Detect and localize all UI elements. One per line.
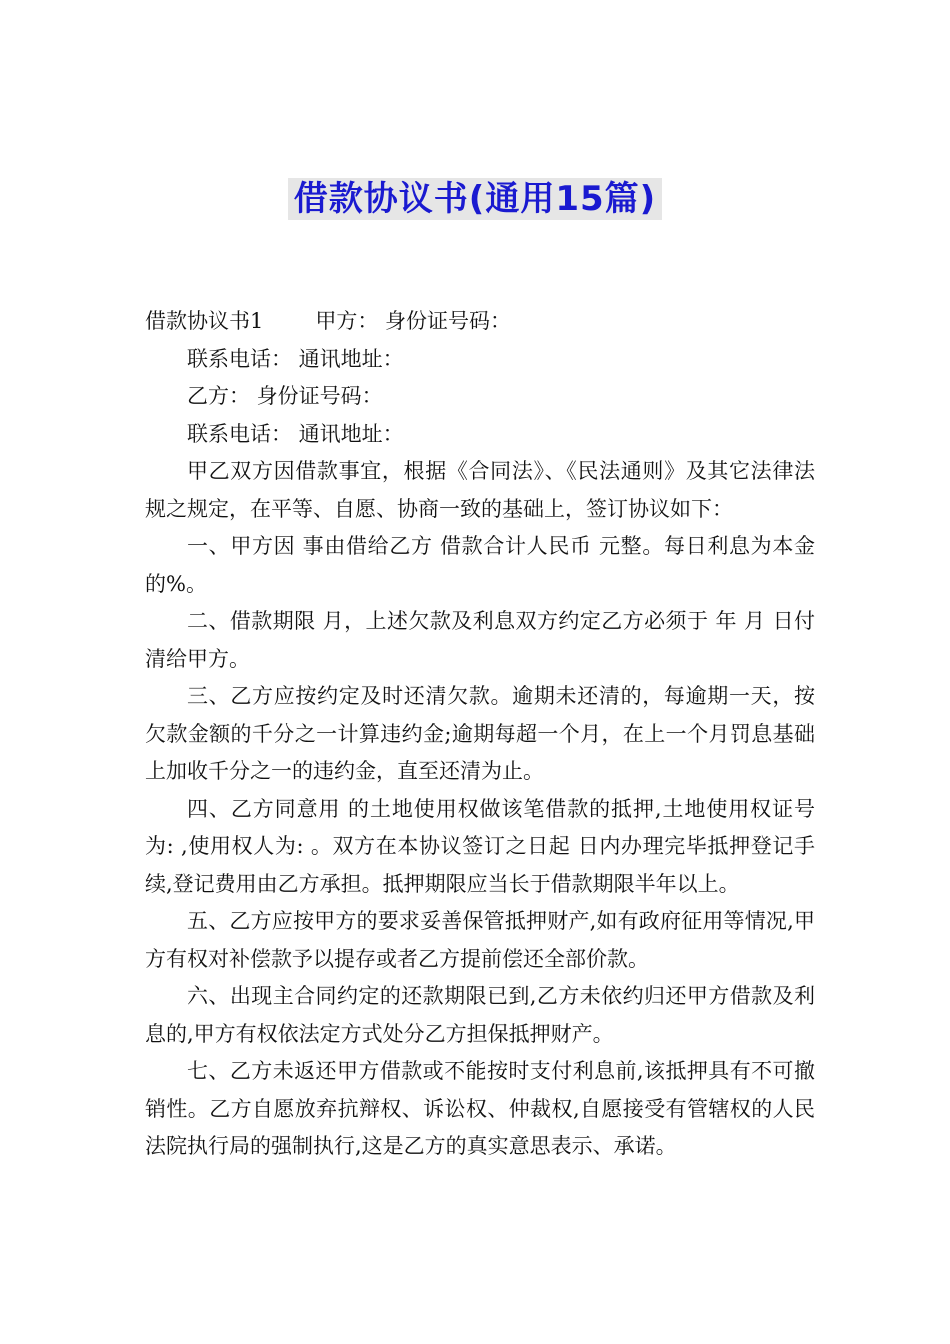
section-label: 借款协议书1 xyxy=(145,309,264,333)
paragraph: 乙方： 身份证号码： xyxy=(187,384,383,408)
paragraph: 甲乙双方因借款事宜，根据《合同法》、《民法通则》及其它法律法规之规定，在平等、自愿、协商一致的基础上，签订协议如下： xyxy=(145,459,815,521)
title-container xyxy=(0,178,950,220)
paragraph: 联系电话： 通讯地址： xyxy=(187,421,404,446)
paragraph: 六、出现主合同约定的还款期限已到,乙方未依约归还甲方借款及利息的,甲方有权依法定方式处分乙方担保抵押财产。 xyxy=(145,984,815,1046)
document-title: 借款协议书(通用15篇) xyxy=(288,178,662,220)
paragraph: 二、借款期限 月，上述欠款及利息双方约定乙方必须于 年 月 日付清给甲方。 xyxy=(145,609,815,671)
paragraph: 五、乙方应按甲方的要求妥善保管抵押财产,如有政府征用等情况,甲方有权对补偿款予以提存或者乙方提前偿还全部价款。 xyxy=(145,909,815,971)
party-a-line: 甲方： 身份证号码： xyxy=(315,309,512,333)
paragraph: 七、乙方未返还甲方借款或不能按时支付利息前,该抵押具有不可撤销性。乙方自愿放弃抗辩权、诉讼权、仲裁权,自愿接受有管辖权的人民法院执行局的强制执行,这是乙方的真实意思表示、承诺。 xyxy=(145,1059,815,1158)
paragraph: 一、甲方因 事由借给乙方 借款合计人民币 元整。每日利息为本金的%。 xyxy=(145,534,815,596)
paragraph: 四、乙方同意用 的土地使用权做该笔借款的抵押,土地使用权证号为: ,使用权人为: 。双方在本协议签订之日起 日内办理完毕抵押登记手续,登记费用由乙方承担。抵押期限应当长于借款期限半年以上。 xyxy=(145,796,815,896)
paragraph: 三、乙方应按约定及时还清欠款。逾期未还清的，每逾期一天，按欠款金额的千分之一计算违约金;逾期每超一个月，在上一个月罚息基础上加收千分之一的违约金，直至还清为止。 xyxy=(145,684,815,783)
document-body xyxy=(145,303,815,1166)
paragraph: 联系电话： 通讯地址： xyxy=(187,346,404,371)
first-line xyxy=(145,303,815,341)
